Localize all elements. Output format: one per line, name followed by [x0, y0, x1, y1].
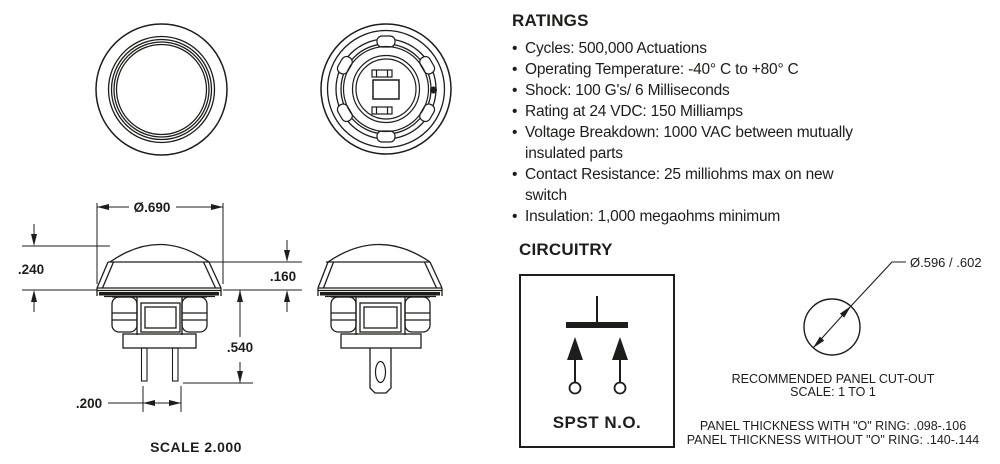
ratings-list [512, 38, 857, 227]
cutout-caption [700, 373, 966, 399]
back-view-drawing [321, 24, 451, 154]
dim-body-depth-label: .540 [226, 340, 254, 355]
front-view-drawing [96, 24, 227, 155]
drawing-scale-note: SCALE 2.000 [150, 439, 242, 455]
dim-bezel-height-label: .160 [269, 269, 297, 284]
rating-item: • Insulation: 1,000 megaohms minimum [512, 206, 857, 227]
rating-item: • Voltage Breakdown: 1000 VAC between mutually insulated parts [512, 122, 857, 164]
cutout-caption-line2: SCALE: 1 TO 1 [790, 385, 876, 399]
panel-note-without-oring: PANEL THICKNESS WITHOUT "O" RING: .140-.144 [686, 432, 980, 447]
rating-item: • Cycles: 500,000 Actuations [512, 38, 857, 59]
ratings-title: RATINGS [512, 11, 589, 30]
rating-item: • Shock: 100 G's/ 6 Milliseconds [512, 80, 857, 101]
cutout-diameter-label: Ø.596 / .602 [910, 255, 982, 270]
rating-item: • Contact Resistance: 25 milliohms max on new switch [512, 164, 857, 206]
rating-item: • Operating Temperature: -40° C to +80° C [512, 59, 857, 80]
cutout-caption-line1: RECOMMENDED PANEL CUT-OUT [731, 372, 935, 386]
schematic-label: SPST N.O. [552, 413, 642, 432]
dimension-diameter [97, 200, 223, 284]
dimension-body-depth [183, 290, 257, 383]
ratings-section [512, 11, 872, 227]
dimension-button-height [18, 224, 110, 312]
dimension-pin-spacing [76, 386, 181, 412]
rating-item: • Rating at 24 VDC: 150 Milliamps [512, 101, 857, 122]
orientation-dot [430, 87, 437, 94]
dim-button-height-label: .240 [17, 262, 45, 277]
bushing-key-notches [336, 36, 437, 142]
dim-diameter-label: Ø.690 [133, 200, 171, 215]
panel-thickness-notes [683, 420, 983, 447]
circuitry-title: CIRCUITRY [519, 240, 613, 259]
side-view-front-drawing [97, 245, 221, 382]
panel-note-with-oring: PANEL THICKNESS WITH "O" RING: .098-.106 [699, 419, 967, 433]
circuit-schematic-box [519, 274, 675, 448]
side-view-rotated-drawing [318, 245, 442, 394]
dim-pin-spacing-label: .200 [75, 396, 103, 411]
